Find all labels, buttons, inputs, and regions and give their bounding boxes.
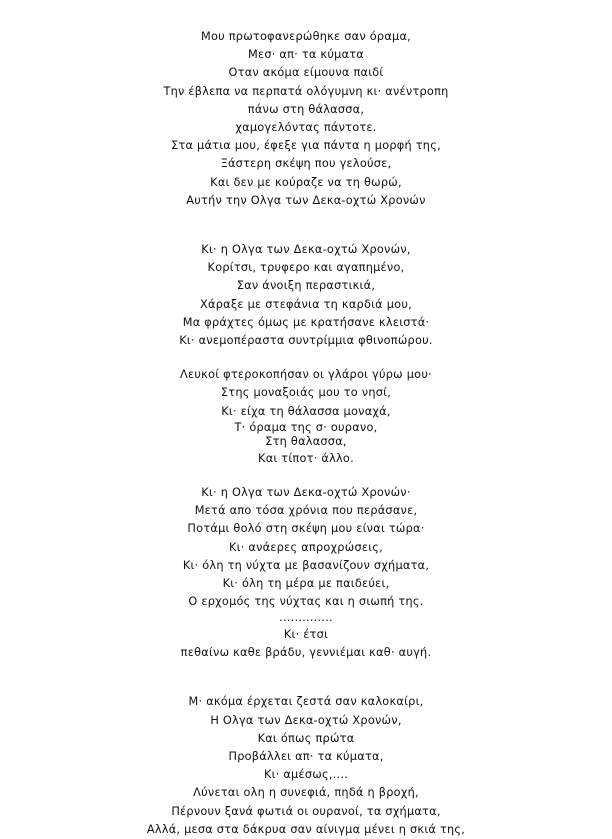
poem-line: Κορίτσι, τρυφερο και αγαπημένο, [207, 261, 405, 275]
stanza-gap [0, 468, 612, 484]
poem-line: Τ· όραμα της σ· ουρανο, [234, 420, 378, 434]
poem-line: Κι· είχα τη θάλασσα μοναχά, [221, 404, 391, 418]
poem-line: Και όπως πρώτα [257, 731, 355, 745]
poem-line: Κι· όλη τη μέρα με παιδεύει, [222, 577, 390, 591]
poem-line: Αλλά, μεσα στα δάκρυα σαν αίνιγμα μένει η σκιά της, [146, 822, 466, 836]
poem-line: Λευκοί φτεροκοπήσαν οι γλάροι γύρω μου· [180, 368, 432, 382]
poem-line: Την έβλεπα να περπατά ολόγυμνη κι· ανέντροπη [163, 84, 449, 98]
poem-line: Στη θαλασσα, [265, 435, 347, 449]
poem-line: Χάραξε με στεφάνια τη καρδιά μου, [200, 297, 412, 311]
stanza-1 [0, 28, 612, 210]
stanza-2 [0, 241, 612, 350]
poem-line: Κι· αμέσως,.... [263, 768, 349, 782]
poem-line: Μεσ· απ· τα κύματα [247, 48, 365, 62]
poem-line: χαμογελόντας πάντοτε. [235, 121, 377, 135]
poem-line: Η Ολγα των Δεκα-οχτώ Χρονών, [210, 713, 402, 727]
poem-line: Κι· έτσι [283, 627, 329, 641]
stanza-gap [0, 350, 612, 366]
poem-line: Κι· ανάερες απροχρώσεις, [228, 540, 384, 554]
stanza-gap [0, 210, 612, 241]
poem-line: Μ· ακόμα έρχεται ζεστά σαν καλοκαίρι, [188, 695, 424, 709]
poem-line: Στης μοναξοιάς μου το νησί, [220, 386, 392, 400]
poem-line: Προβάλλει απ· τα κύματα, [228, 750, 384, 763]
poem-line: Και δεν με κούραζε να τη θωρώ, [210, 175, 402, 189]
poem-line: Μετά απο τόσα χρόνια που περάσανε, [194, 504, 418, 518]
poem-line: πεθαίνω καθε βράδυ, γεννιέμαι καθ· αυγή. [180, 646, 432, 660]
poem-line: Αυτήν την Ολγα των Δεκα-οχτώ Χρονών [186, 193, 426, 207]
poem-line: Ο ερχομός της νύχτας και η σιωπή της. [188, 595, 424, 609]
stanza-3 [0, 366, 612, 468]
poem-line: Ξάστερη σκέψη που γελούσε, [220, 157, 392, 171]
poem-line: Κι· η Ολγα των Δεκα-οχτώ Χρονών, [201, 243, 411, 257]
poem-line: πάνω στη θάλασσα, [247, 102, 365, 116]
poem-line: Ποτάμι θολό στη σκέψη μου είναι τώρα· [187, 522, 425, 536]
poem-line: Μου πρωτοφανερώθηκε σαν όραμα, [200, 30, 412, 43]
stanza-4 [0, 484, 612, 662]
poem-line: Κι· η Ολγα των Δεκα-οχτώ Χρονών· [201, 486, 411, 500]
poem-line: Κι· όλη τη νύχτα με βασανίζουν σχήματα, [182, 558, 430, 572]
poem-line: Λύνεται ολη η συνεφιά, πηδά η βροχή, [193, 786, 419, 800]
ellipsis-divider: .............. [279, 611, 333, 625]
poem-line: Οταν ακόμα είμουνα παιδί [228, 66, 384, 80]
poem-line: Μα φράχτες όμως με κρατήσανε κλειστά· [182, 315, 430, 329]
stanza-gap [0, 662, 612, 693]
poem-page [0, 28, 612, 839]
stanza-5 [0, 693, 612, 839]
poem-line: Στα μάτια μου, έφεξε για πάντα η μορφή της, [171, 139, 441, 153]
poem-line: Κι· ανεμοπέραστα συντρίμμια φθινοπώρου. [179, 334, 433, 348]
poem-line: Πέρνουν ξανά φωτιά οι ουρανοί, τα σχήματα, [171, 804, 441, 818]
poem-line: Και τίποτ· άλλο. [258, 451, 354, 465]
poem-line: Σαν άνοιξη περαστικιά, [236, 279, 376, 293]
